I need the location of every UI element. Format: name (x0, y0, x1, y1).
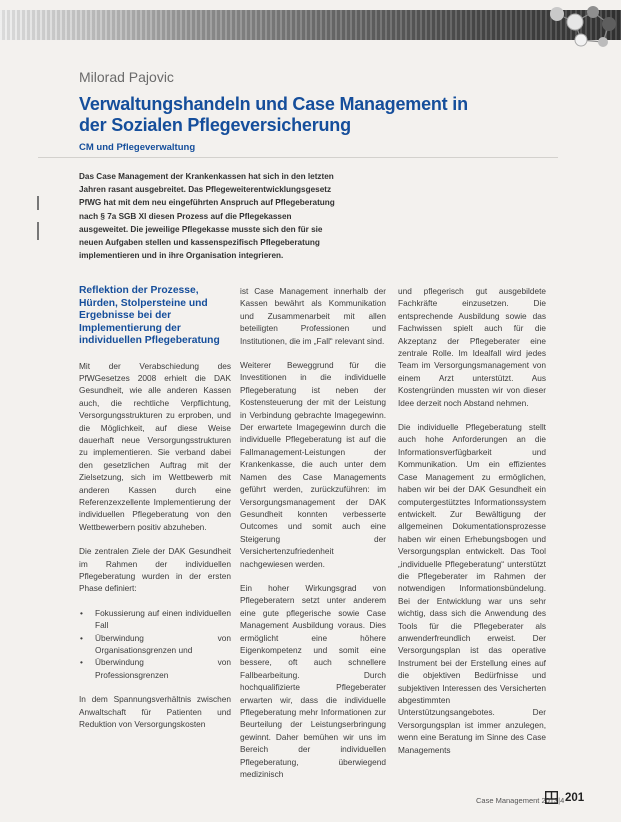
abstract-text: Das Case Management der Krankenkassen hat sich in den letzten Jahren rasant ausgebreitet. Das Pflegeweiterentwicklungsgesetz PfWG hat mit dem neu eingeführten Anspruch auf Pflegeberatung nach § 7a SGB XI diesen Prozess auf die Pflegekassen ausgeweitet. Die jeweilige Pflegekasse musste sich den für sie neuen Aufgaben stellen und kassenspezifisch Pflegeberatung implementieren und in ihre Organisation integrieren. (79, 172, 335, 261)
text-column-2 (240, 285, 386, 792)
list-item: • Überwindung von Organisationsgrenzen und (79, 632, 231, 657)
cm-logo-icon (545, 791, 558, 804)
article-title: Verwaltungshandeln und Case Management in der Sozialen Pflegeversicherung (79, 94, 468, 135)
molecule-icon (543, 0, 621, 52)
paragraph: ist Case Management innerhalb der Kassen bewährt als Kommunikation und Zusammenarbeit mit allen beteiligten Professionen und Institutionen, die im „Fall“ relevant sind. (240, 286, 386, 346)
paragraph: Ein hoher Wirkungsgrad von Pflegeberatern setzt unter anderem eine gute pflegerische sowie Case Management Ausbildung voraus. Dies ermöglicht eine höhere Eigenkompetenz und somit eine bessere, oft auch schnellere Fallbearbeitung. Durch hochqualifizierte Pflegeberater erwarten wir, dass die individuelle Pflegeberatung mehr Informationen zur Beurteilung der Leistungserbringung gewinnt. Daher bemühen wir uns im Bereich der individuellen Pflegeberatung, überwiegend medizinisch (240, 582, 386, 780)
goal-list (79, 607, 231, 681)
list-item: • Überwindung von Professionsgrenzen (79, 656, 231, 681)
list-item: • Fokussierung auf einen individuellen Fall (79, 607, 231, 632)
paragraph: und pflegerisch gut ausgebildete Fachkräfte einzusetzen. Die entsprechende Ausbildung sowie das Fachwissen spielt auch für die Akzeptanz der Pflegeberater eine zentrale Rolle. Im Idealfall wird jedes Team im Versorgungsmanagement von einem Arzt unterstützt. Aus Kostengründen mussten wir von dieser Idee derzeit noch Abstand nehmen. (398, 286, 546, 408)
author-name: Milorad Pajovic (79, 69, 174, 85)
header-band (0, 10, 621, 40)
paragraph: Weiterer Beweggrund für die Investitionen in die individuelle Pflegeberatung ist neben der Kostensteuerung der mit der Leistung in Verbindung gebrachte Imagegewinn. Der erwartete Imagegewinn durch die individuelle Pflegeberatung ist auf die Fallmanagement-Leistungen der Krankenkasse, die auch unter dem Namen des Case Managements geführt werden, zurückzuführen: im Versorgungsmanagement der DAK Gesundheit konnten verbesserte Outcomes und somit auch eine Steigerung der Versichertenzufriedenheit nachgewiesen werden. (240, 360, 386, 569)
paragraph: In dem Spannungsverhältnis zwischen Anwaltschaft für Patienten und Reduktion von Versorgungskosten (79, 694, 231, 730)
paragraph: Mit der Verabschiedung des PfWGesetzes 2008 erhielt die DAK Gesundheit, wie alle anderen Kassen auch, die rechtliche Verpflichtung, Versorgungsstrukturen zu erproben, und die Möglichkeit, auf diese Weise dauerhaft neue Versorgungsstrukturen zu implementieren. Sie verband dabei den gesetzlichen Auftrag mit der Zielsetzung, sich im Wettbewerb mit anderen Kassen durch eine Referenzexzellente Implementierung der individuellen Pflegeberatung von den Wettbewerbern positiv abzuheben. (79, 360, 231, 532)
margin-mark (37, 196, 39, 210)
journal-name: Case Management 2013|4 (476, 796, 565, 805)
margin-mark (37, 222, 39, 240)
text-column-3 (398, 285, 546, 768)
paragraph: Die zentralen Ziele der DAK Gesundheit im Rahmen der individuellen Pflegeberatung wurden in der ersten Phase definiert: (79, 546, 231, 594)
section-heading: Reflektion der Prozesse, Hürden, Stolpersteine und Ergebnisse bei der Implementierung der individuellen Pflegeberatung (79, 285, 220, 346)
text-column-1 (79, 285, 231, 742)
abstract (79, 170, 341, 262)
page-number: 201 (565, 792, 585, 804)
header-divider (38, 157, 558, 158)
paragraph: Die individuelle Pflegeberatung stellt auch hohe Anforderungen an die Informationsverfügbarkeit und Kommunikation. Um ein effizientes Case Management zu ermöglichen, haben wir bei der DAK Gesundheit ein computergestütztes Informationssystem entwickelt. Zur Bewältigung der allgemeinen Dokumentationsprozesse haben wir einen Erhebungsbogen und Versorgungsplan entwickelt. Das Tool „individuelle Pflegeberatung“ unterstützt die Pflegeberater im Rahmen der notwendigen Informationsbündelung. Bei der Entwicklung war uns sehr wichtig, dass sich die Anwendung des Tools für die Pflegeberater als anwenderfreundlich erweist. Der Versorgungsplan ist das operative Instrument bei der Erstellung eines auf die objektiven Bedürfnisse und subjektiven Interessen des Versicherten abgestimmten Unterstützungsangebotes. Der Versorgungsplan ist immer anzulegen, wenn eine Beratung im Sinne des Case Managements (398, 422, 546, 755)
article-subtitle: CM und Pflegeverwaltung (79, 142, 196, 153)
